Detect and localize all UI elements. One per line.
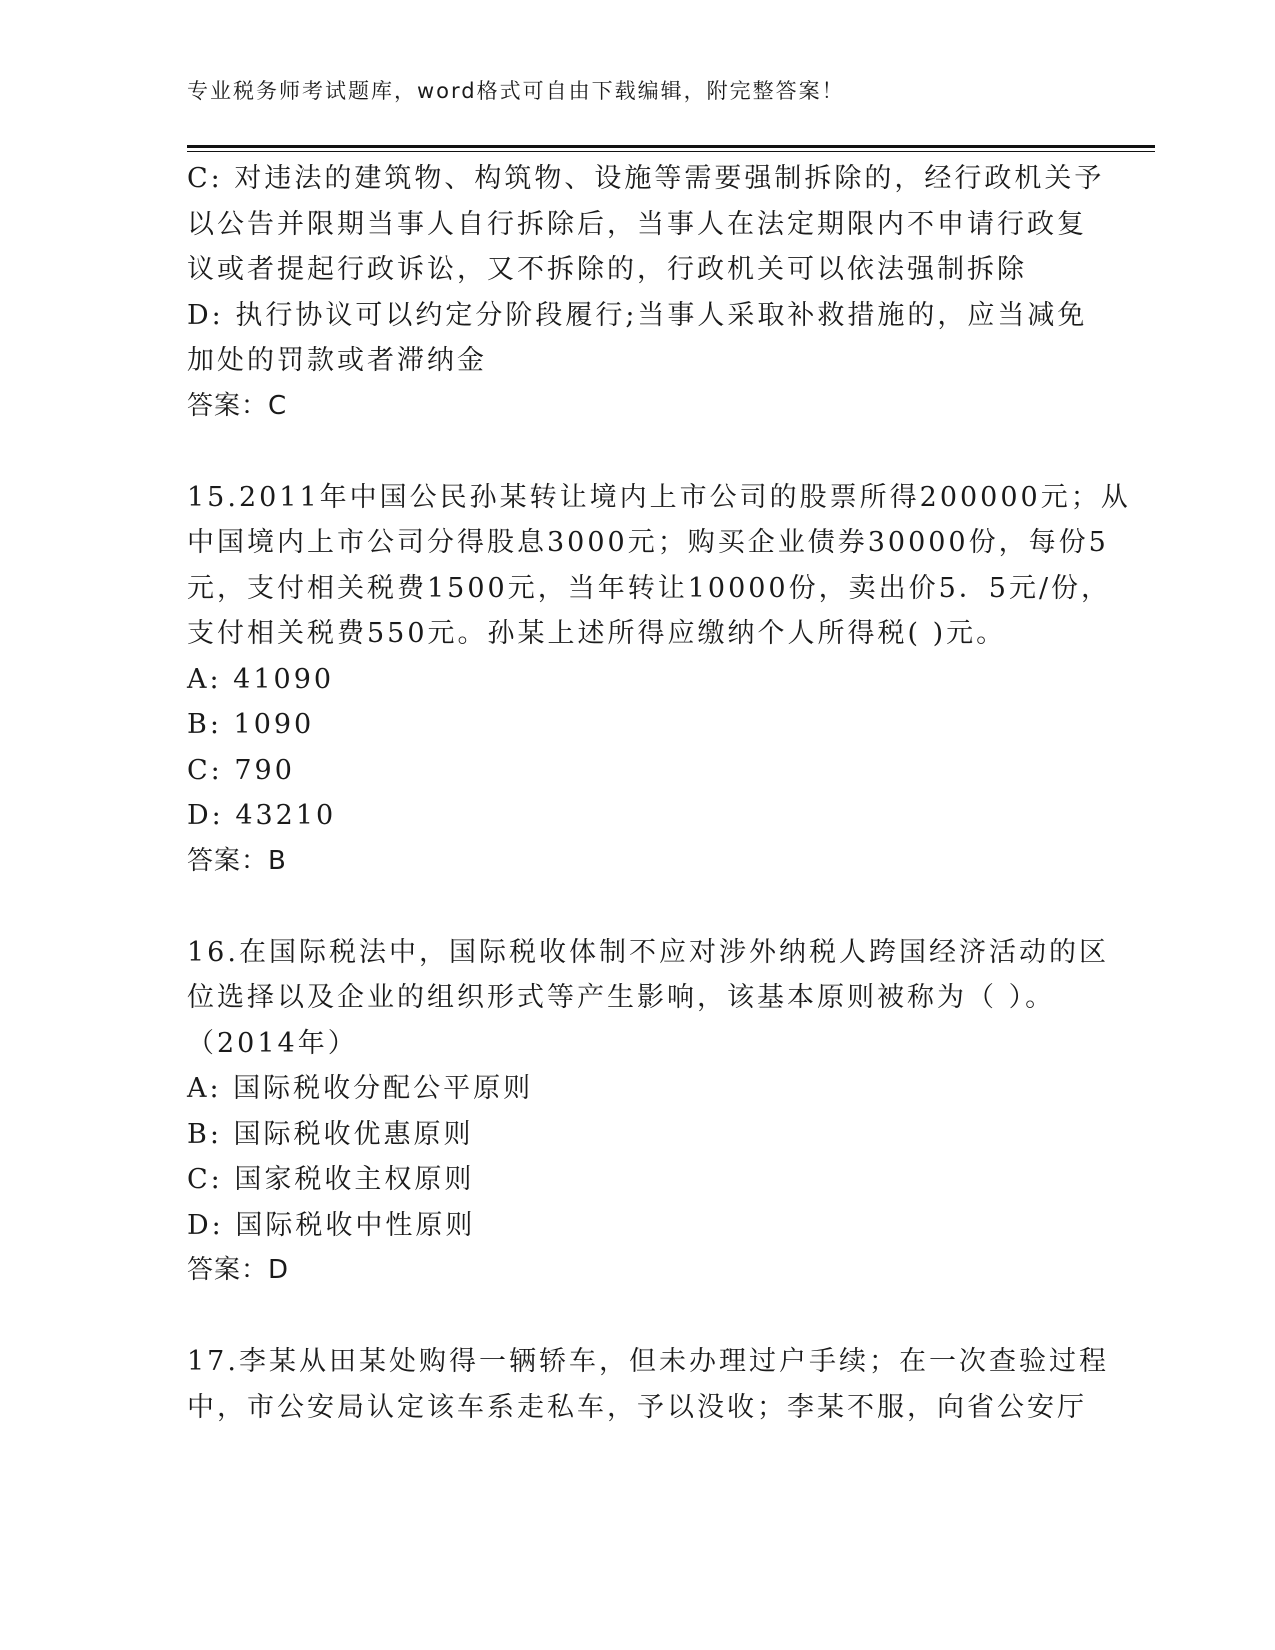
option-d-line: D: 执行协议可以约定分阶段履行;当事人采取补救措施的，应当减免 [187, 299, 1088, 331]
question-17 [187, 1339, 1109, 1430]
question-stem-line: 15.2011年中国公民孙某转让境内上市公司的股票所得200000元；从 [187, 481, 1131, 513]
question-stem-line: 16.在国际税法中，国际税收体制不应对涉外纳税人跨国经济活动的区 [187, 936, 1109, 968]
question-stem-line: 支付相关税费550元。孙某上述所得应缴纳个人所得税( )元。 [187, 618, 1007, 649]
option-d: D: 国际税收中性原则 [187, 1209, 476, 1241]
question-stem-line: 位选择以及企业的组织形式等产生影响，该基本原则被称为（ ）。 [187, 982, 1056, 1013]
spacer [187, 884, 1087, 930]
option-b: B: 1090 [187, 709, 315, 740]
question-stem-line: （2014年） [187, 1027, 358, 1059]
option-a: A: 41090 [187, 663, 335, 695]
answer-line: 答案：C [187, 390, 288, 421]
option-a: A: 国际税收分配公平原则 [187, 1073, 534, 1104]
option-c-line: C: 对违法的建筑物、构筑物、设施等需要强制拆除的，经行政机关予 [187, 163, 1105, 194]
spacer [187, 1294, 1087, 1340]
spacer [187, 429, 1087, 475]
question-14-tail [187, 156, 1105, 429]
header-note: 专业税务师考试题库，word格式可自由下载编辑，附完整答案！ [187, 79, 845, 103]
answer-line: 答案：D [187, 1255, 290, 1285]
question-16 [187, 930, 1109, 1294]
answer-line: 答案：B [187, 845, 287, 876]
option-c: C: 790 [187, 754, 295, 786]
header-rule-thin [187, 151, 1155, 152]
question-stem-line: 元，支付相关税费1500元，当年转让10000份，卖出价5．5元/份， [187, 572, 1112, 604]
question-content [187, 156, 1131, 1430]
option-d-line: 加处的罚款或者滞纳金 [187, 345, 487, 376]
question-15 [187, 475, 1131, 885]
question-stem-line: 17.李某从田某处购得一辆轿车，但未办理过户手续；在一次查验过程 [187, 1346, 1109, 1377]
option-d: D: 43210 [187, 800, 337, 831]
question-stem-line: 中，市公安局认定该车系走私车，予以没收；李某不服，向省公安厅 [187, 1391, 1087, 1423]
option-c: C: 国家税收主权原则 [187, 1164, 475, 1195]
option-c-line: 议或者提起行政诉讼，又不拆除的，行政机关可以依法强制拆除 [187, 254, 1027, 285]
question-stem-line: 中国境内上市公司分得股息3000元；购买企业债券30000份，每份5 [187, 527, 1109, 558]
option-c-line: 以公告并限期当事人自行拆除后，当事人在法定期限内不申请行政复 [187, 208, 1087, 240]
header-rule-thick [187, 145, 1155, 148]
option-b: B: 国际税收优惠原则 [187, 1118, 474, 1150]
